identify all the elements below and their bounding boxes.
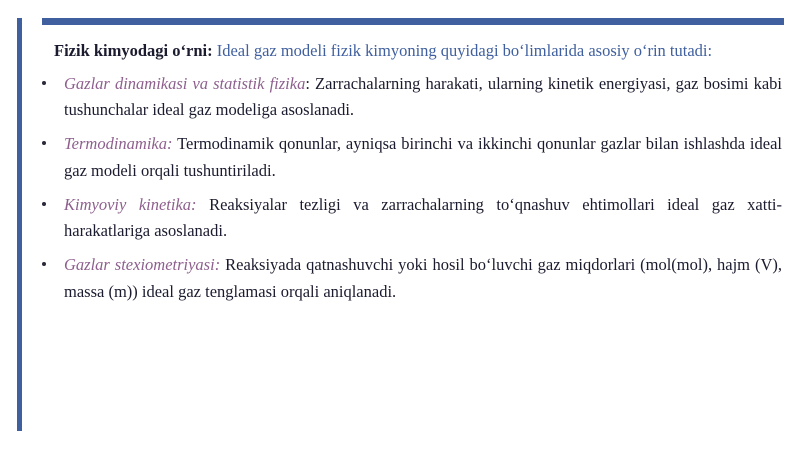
list-item xyxy=(34,71,782,124)
bullet-text: Reaksiyada qatnashuvchi yoki hosil bo‘luvchi gaz miqdorlari (mol(mol), hajm (V), massa (m)) ideal gaz tenglamasi orqali aniqlanadi. xyxy=(64,255,782,301)
bullet-term-suffix: : xyxy=(305,73,310,93)
list-item xyxy=(34,252,782,305)
bullet-text: Reaksiyalar tezligi va zarrachalarning to‘qnashuv ehtimollari ideal gaz xatti-harakatlariga asoslanadi. xyxy=(64,194,782,241)
list-item xyxy=(34,131,782,184)
intro-lead-label: Fizik kimyodagi o‘rni: xyxy=(54,41,213,60)
bullet-dot-icon xyxy=(42,141,46,145)
list-item xyxy=(34,192,782,245)
intro-paragraph xyxy=(34,38,782,65)
bullet-term: Gazlar dinamikasi va statistik fizika xyxy=(64,73,306,93)
bullet-list xyxy=(34,71,782,306)
bullet-term: Termodinamika: xyxy=(64,134,173,154)
top-accent-bar xyxy=(42,18,784,25)
bullet-text: Zarrachalarning harakati, ularning kinetik energiyasi, gaz bosimi kabi tushunchalar ideal gaz modeliga asoslanadi. xyxy=(64,73,783,120)
bullet-term: Gazlar stexiometriyasi: xyxy=(64,255,221,275)
intro-lead-text: Ideal gaz modeli fizik kimyoning quyidagi bo‘limlarida asosiy o‘rin tutadi: xyxy=(212,41,713,60)
bullet-term: Kimyoviy kinetika: xyxy=(64,194,197,214)
bullet-dot-icon xyxy=(42,81,46,85)
bullet-dot-icon xyxy=(42,202,46,206)
bullet-dot-icon xyxy=(42,262,46,266)
slide-content xyxy=(22,38,782,312)
bullet-text: Termodinamik qonunlar, ayniqsa birinchi va ikkinchi qonunlar gazlar bilan ishlashda ideal gaz modeli orqali tushuntiriladi. xyxy=(64,134,782,180)
